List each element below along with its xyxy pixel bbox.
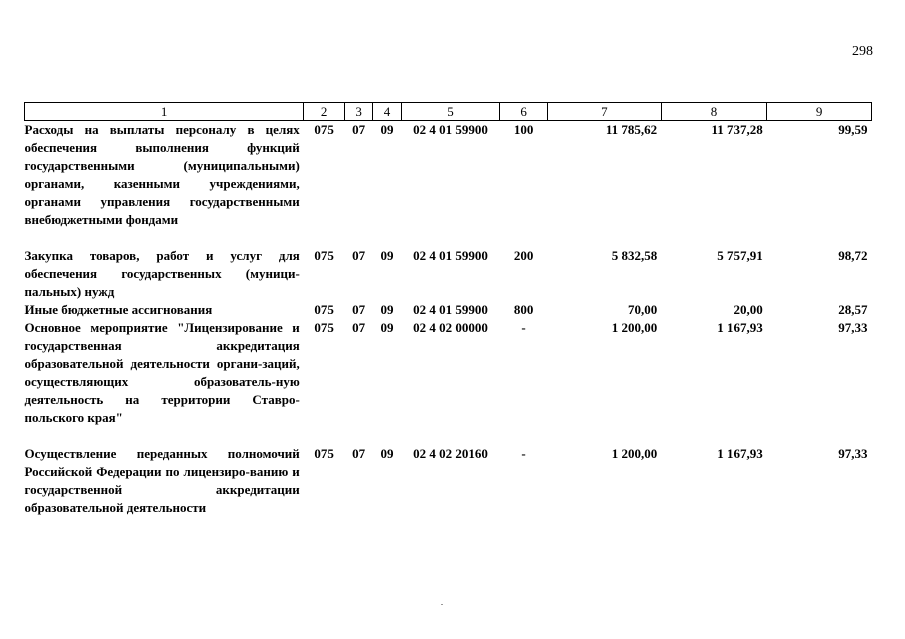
cell-subsection: 09 [380,446,394,461]
table-row [25,319,872,427]
cell-admin-code: 075 [314,446,334,461]
cell-admin-code: 075 [314,302,334,317]
cell-subsection: 09 [380,122,394,137]
cell-expense-type: 800 [513,302,534,317]
cell-actual: 11 737,28 [711,122,763,137]
cell-admin-code: 075 [314,320,334,335]
column-header: 1 [25,103,304,121]
table-row [25,301,872,319]
row-name: Расходы на выплаты персоналу в целях обеспечения выполнения функций государственными (муниципальными) органами, казенными учреждениями, органами управления государственными внебюджетными фондами [24,122,300,227]
cell-percent: 98,72 [838,248,868,263]
cell-actual: 20,00 [733,302,763,317]
cell-percent: 97,33 [838,446,868,461]
column-header: 6 [500,103,548,121]
column-header: 8 [661,103,767,121]
row-spacer [25,427,872,445]
row-name: Иные бюджетные ассигнования [24,302,213,317]
cell-expense-type: - [521,320,526,335]
cell-percent: 97,33 [838,320,868,335]
column-header: 9 [767,103,872,121]
scan-speck [441,604,443,605]
row-name: Осуществление переданных полномочий Российской Федерации по лицензиро-ванию и государственной аккредитации образовательной деятельности [24,446,300,515]
cell-target-article: 02 4 01 59900 [413,122,488,137]
row-name: Основное мероприятие "Лицензирование и государственная аккредитация образовательной деятельности органи-заций, осуществляющих образователь-ную деятельность на территории Ставро-польского края" [24,320,300,425]
table-row [25,445,872,517]
cell-target-article: 02 4 02 00000 [413,320,488,335]
column-header: 2 [304,103,345,121]
cell-actual: 5 757,91 [717,248,763,263]
cell-planned: 5 832,58 [611,248,658,263]
cell-expense-type: 100 [513,122,534,137]
cell-section: 07 [352,446,366,461]
cell-planned: 1 200,00 [611,446,658,461]
cell-expense-type: - [521,446,526,461]
cell-subsection: 09 [380,320,394,335]
cell-planned: 70,00 [627,302,658,317]
table-header-row [25,103,872,121]
table-row [25,121,872,230]
cell-target-article: 02 4 01 59900 [413,302,488,317]
cell-section: 07 [352,320,366,335]
column-header: 4 [373,103,401,121]
cell-planned: 11 785,62 [605,122,658,137]
cell-percent: 99,59 [838,122,868,137]
cell-section: 07 [352,122,366,137]
cell-section: 07 [352,248,366,263]
column-header: 7 [547,103,661,121]
page-number: 298 [852,44,873,59]
cell-subsection: 09 [380,302,394,317]
cell-expense-type: 200 [513,248,534,263]
budget-table [24,102,872,517]
cell-actual: 1 167,93 [717,446,763,461]
cell-admin-code: 075 [314,248,334,263]
cell-planned: 1 200,00 [611,320,658,335]
cell-percent: 28,57 [838,302,868,317]
cell-target-article: 02 4 01 59900 [413,248,488,263]
cell-actual: 1 167,93 [717,320,763,335]
column-header: 5 [401,103,500,121]
cell-target-article: 02 4 02 20160 [413,446,488,461]
column-header: 3 [344,103,372,121]
row-name: Закупка товаров, работ и услуг для обеспечения государственных (муници-пальных) нужд [24,248,300,299]
row-spacer [25,229,872,247]
cell-subsection: 09 [380,248,394,263]
cell-admin-code: 075 [314,122,334,137]
cell-section: 07 [352,302,366,317]
table-row [25,247,872,301]
